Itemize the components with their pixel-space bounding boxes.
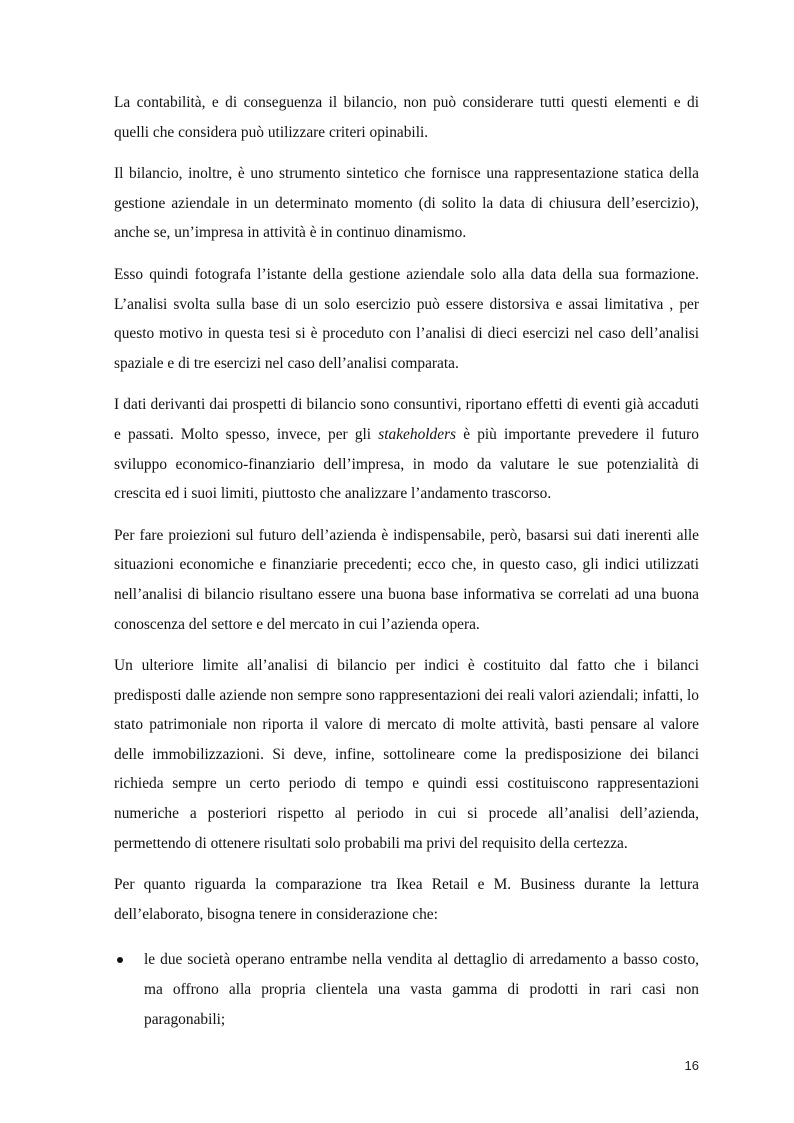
document-body (114, 88, 699, 1034)
bullet-dot-icon (117, 957, 123, 963)
paragraph-5: Per fare proiezioni sul futuro dell’azienda è indispensabile, però, basarsi sui dati inerenti alle situazioni economiche e finanziarie precedenti; ecco che, in questo caso, gli indici utilizzati nell’analisi di bilancio risultano essere una buona base informativa se correlati ad una buona conoscenza del settore e del mercato in cui l’azienda opera. (114, 526, 699, 633)
paragraph-1: La contabilità, e di conseguenza il bilancio, non può considerare tutti questi elementi e di quelli che considera può utilizzare criteri opinabili. (114, 94, 699, 141)
bullet-item-1 (114, 945, 699, 1034)
paragraph-7: Per quanto riguarda la comparazione tra Ikea Retail e M. Business durante la lettura dell’elaborato, bisogna tenere in considerazione che: (114, 876, 699, 923)
paragraph-4 (114, 390, 699, 508)
bullet-item-text: le due società operano entrambe nella vendita al dettaglio di arredamento a basso costo, ma offrono alla propria clientela una vasta gamma di prodotti in rari casi non paragonabili; (144, 951, 699, 1028)
paragraph-4-text-before: I dati derivanti dai prospetti di bilancio sono consuntivi, riportano effetti di eventi già accaduti e passati. Molto spesso, invece, per gli (114, 396, 699, 443)
page-number: 16 (684, 1058, 699, 1073)
paragraph-6: Un ulteriore limite all’analisi di bilancio per indici è costituito dal fatto che i bilanci predisposti dalle aziende non sempre sono rappresentazioni dei reali valori aziendali; infatti, lo stato patrimoniale non riporta il valore di mercato di molte attività, basti pensare al valore delle immobilizzazioni. Si deve, infine, sottolineare come la predisposizione dei bilanci richieda sempre un certo periodo di tempo e quindi essi costituiscono rappresentazioni numeriche a posteriori rispetto al periodo in cui si procede all’analisi dell’azienda, permettendo di ottenere risultati solo probabili ma privi del requisito della certezza. (114, 657, 699, 852)
paragraph-3: Esso quindi fotografa l’istante della gestione aziendale solo alla data della sua formazione. L’analisi svolta sulla base di un solo esercizio può essere distorsiva e assai limitativa , per questo motivo in questa tesi si è proceduto con l’analisi di dieci esercizi nel caso dell’analisi spaziale e di tre esercizi nel caso dell’analisi comparata. (114, 265, 699, 372)
bullet-list (114, 945, 699, 1034)
paragraph-2: Il bilancio, inoltre, è uno strumento sintetico che fornisce una rappresentazione statica della gestione aziendale in un determinato momento (di solito la data di chiusura dell’esercizio), anche se, un’impresa in attività è in continuo dinamismo. (114, 165, 699, 242)
emphasis-stakeholders: stakeholders (378, 425, 457, 443)
paragraph-4-text-after: è più importante prevedere il futuro sviluppo economico-finanziario dell’impresa, in modo da valutare le sue potenzialità di crescita ed i suoi limiti, piuttosto che analizzare l’andamento trascorso. (114, 425, 699, 503)
